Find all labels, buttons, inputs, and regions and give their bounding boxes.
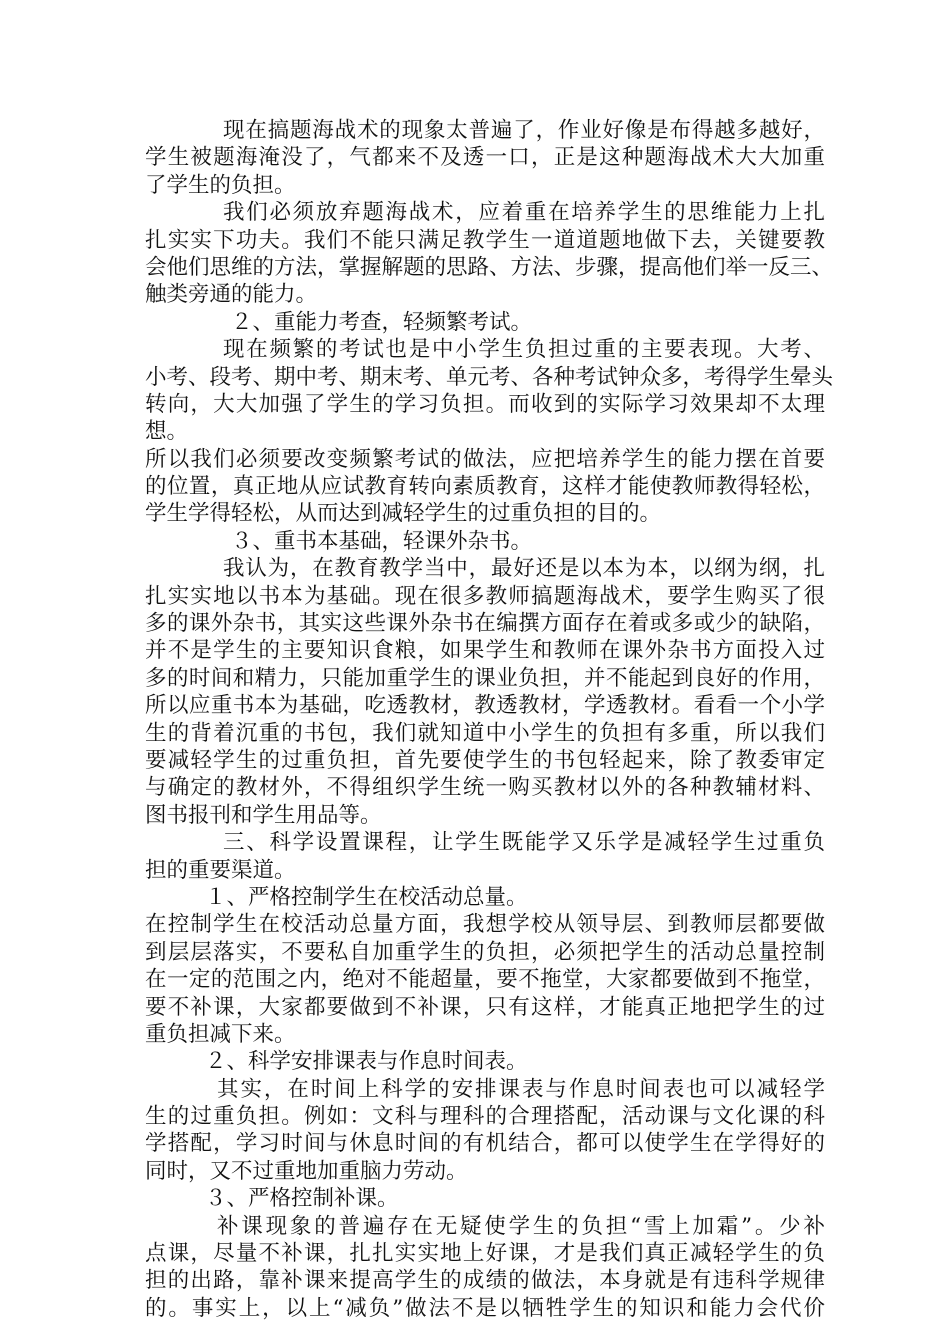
document-page <box>145 117 834 1322</box>
text-line: 我们必须放弃题海战术，应着重在培养学生的思维能力上扎 <box>223 200 825 226</box>
text-line: 所以应重书本为基础，吃透教材，教透教材，学透教材。看看一个小学 <box>145 693 825 719</box>
text-line: 学生学得轻松，从而达到减轻学生的过重负担的目的。 <box>145 501 662 527</box>
text-line: 触类旁通的能力。 <box>145 282 318 308</box>
section-heading: 担的重要渠道。 <box>145 857 296 883</box>
text-line: 并不是学生的主要知识食粮，如果学生和教师在课外杂书方面投入过 <box>145 638 825 664</box>
text-line: 同时，又不过重地加重脑力劳动。 <box>145 1158 468 1184</box>
text-line: 要减轻学生的过重负担，首先要使学生的书包轻起来，除了教委审定 <box>145 747 825 773</box>
text-line: 的。事实上，以上“减负”做法不是以牺牲学生的知识和能力会代价 <box>145 1295 825 1321</box>
text-line: 生的背着沉重的书包，我们就知道中小学生的负担有多重，所以我们 <box>145 720 825 746</box>
text-line: 扎实实地以书本为基础。现在很多教师搞题海战术，要学生购买了很 <box>145 583 825 609</box>
section-heading: ３、严格控制补课。 <box>205 1186 399 1212</box>
text-line: 生的过重负担。例如：文科与理科的合理搭配，活动课与文化课的科 <box>145 1104 825 1130</box>
text-line: 要不补课，大家都要做到不补课，只有这样，才能真正地把学生的过 <box>145 994 825 1020</box>
text-line: 多的课外杂书，其实这些课外杂书在编撰方面存在着或多或少的缺陷， <box>145 611 825 637</box>
section-heading: ２、重能力考查，轻频繁考试。 <box>231 309 533 335</box>
section-heading: ２、科学安排课表与作息时间表。 <box>205 1049 528 1075</box>
section-heading: ３、重书本基础，轻课外杂书。 <box>231 528 533 554</box>
section-heading: 三、科学设置课程，让学生既能学又乐学是减轻学生过重负 <box>223 830 825 856</box>
text-line: 重负担减下来。 <box>145 1021 296 1047</box>
text-line: 多的时间和精力，只能加重学生的课业负担，并不能起到良好的作用， <box>145 665 825 691</box>
text-line: 学生被题海淹没了，气都来不及透一口，正是这种题海战术大大加重 <box>145 145 825 171</box>
text-line: 到层层落实，不要私自加重学生的负担，必须把学生的活动总量控制 <box>145 939 825 965</box>
text-line: 在一定的范围之内，绝对不能超量，要不拖堂，大家都要做到不拖堂， <box>145 967 825 993</box>
text-line: 我认为，在教育教学当中，最好还是以本为本，以纲为纲，扎 <box>223 556 825 582</box>
section-heading: １、严格控制学生在校活动总量。 <box>205 884 528 910</box>
text-line: 现在频繁的考试也是中小学生负担过重的主要表现。大考、 <box>223 337 825 363</box>
text-line: 补课现象的普遍存在无疑使学生的负担“雪上加霜”。少补 <box>217 1213 825 1239</box>
text-line: 想。 <box>145 419 189 445</box>
text-line: 在控制学生在校活动总量方面，我想学校从领导层、到教师层都要做 <box>145 912 825 938</box>
text-line: 小考、段考、期中考、期末考、单元考、各种考试钟众多，考得学生晕头 <box>145 364 834 390</box>
text-line: 转向，大大加强了学生的学习负担。而收到的实际学习效果却不太理 <box>145 391 825 417</box>
text-line: 图书报刊和学生用品等。 <box>145 802 382 828</box>
text-line: 担的出路，靠补课来提高学生的成绩的做法，本身就是有违科学规律 <box>145 1268 825 1294</box>
text-line: 学搭配，学习时间与休息时间的有机结合，都可以使学生在学得好的 <box>145 1131 825 1157</box>
text-line: 与确定的教材外，不得组织学生统一购买教材以外的各种教辅材料、 <box>145 775 825 801</box>
text-line: 扎实实下功夫。我们不能只满足教学生一道道题地做下去，关键要教 <box>145 227 825 253</box>
text-line: 点课，尽量不补课，扎扎实实地上好课，才是我们真正减轻学生的负 <box>145 1241 825 1267</box>
text-line: 了学生的负担。 <box>145 172 296 198</box>
text-line: 现在搞题海战术的现象太普遍了，作业好像是布得越多越好， <box>223 118 825 143</box>
text-line: 其实，在时间上科学的安排课表与作息时间表也可以减轻学 <box>217 1076 825 1102</box>
text-line: 所以我们必须要改变频繁考试的做法，应把培养学生的能力摆在首要 <box>145 446 825 472</box>
text-line: 的位置，真正地从应试教育转向素质教育，这样才能使教师教得轻松， <box>145 474 825 500</box>
text-line: 会他们思维的方法，掌握解题的思路、方法、步骤，提高他们举一反三、 <box>145 254 834 280</box>
